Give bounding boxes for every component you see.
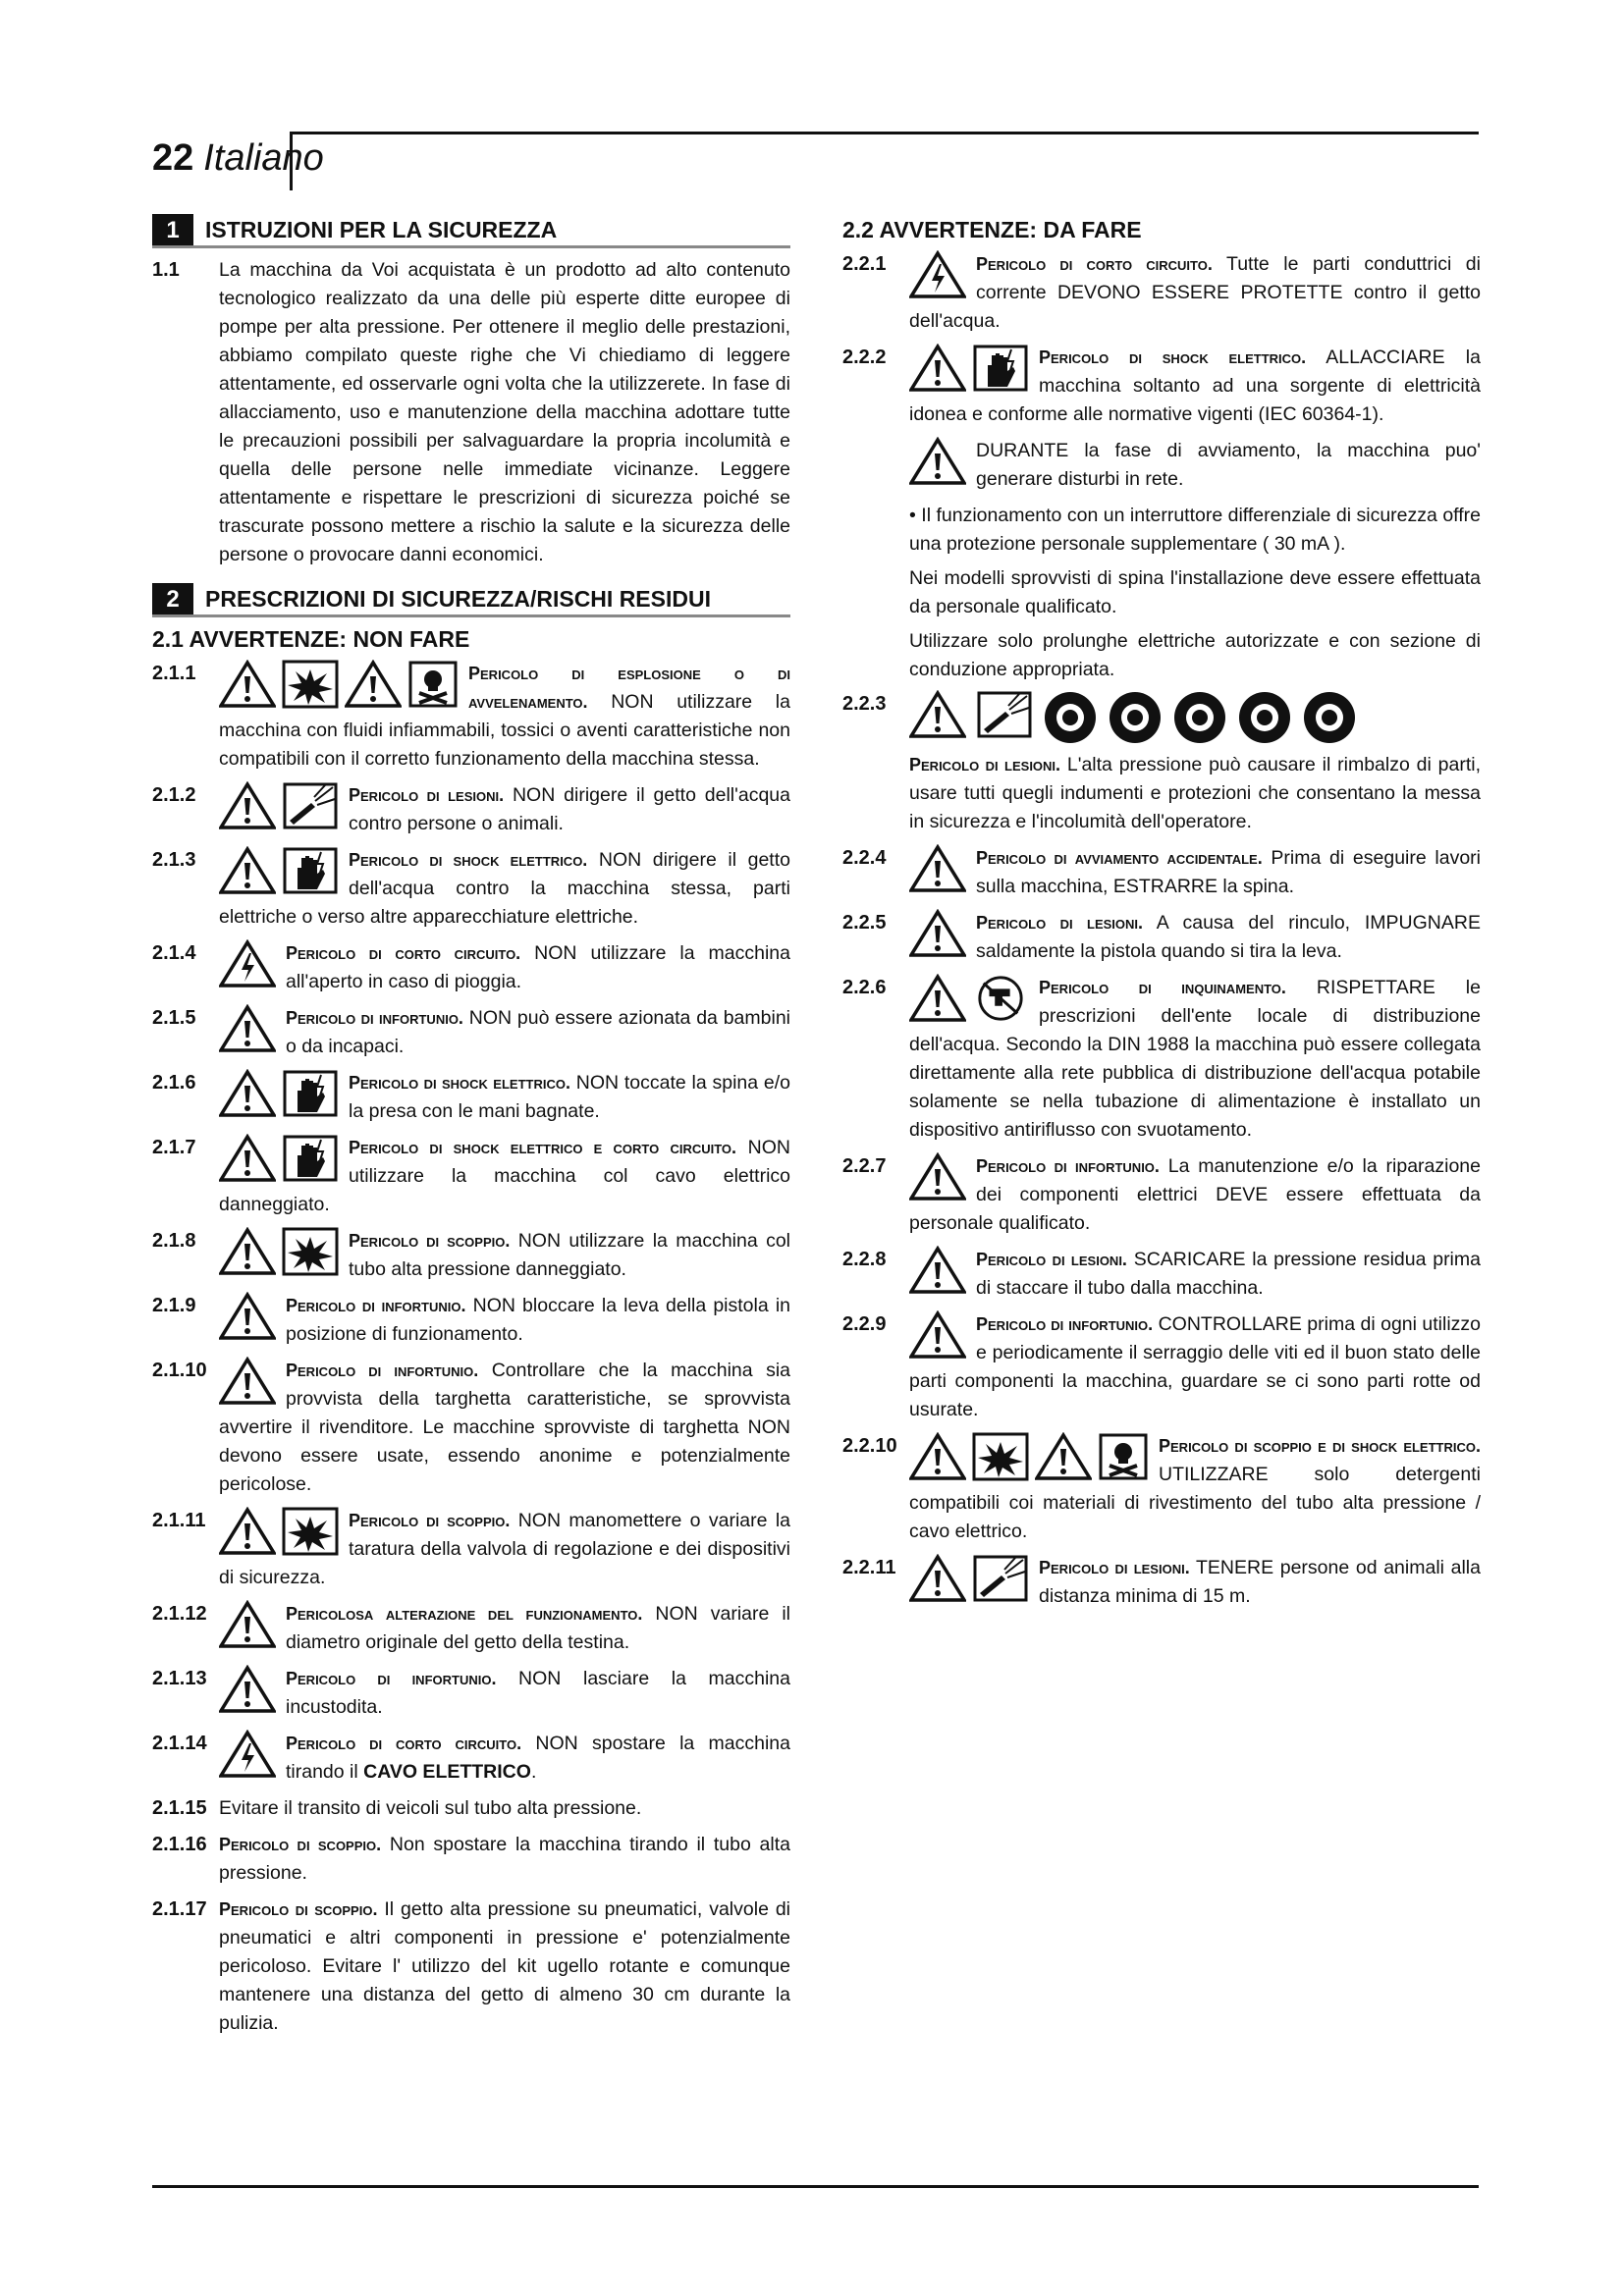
item-bold-text: CAVO ELETTRICO bbox=[363, 1761, 531, 1783]
item-text: NON utilizzare la macchina con fluidi infiammabili, tossici o aventi caratteristiche non compatibili con il corretto funzionamento della macchina stessa. bbox=[219, 691, 790, 770]
item-number: 2.1.7 bbox=[152, 1137, 196, 1158]
warning-triangle-icon bbox=[219, 1292, 276, 1341]
icon-group bbox=[909, 1432, 1149, 1481]
header-rule bbox=[290, 132, 1479, 134]
left-column bbox=[152, 214, 790, 2046]
icon-group bbox=[909, 974, 1029, 1023]
warning-triangle-icon bbox=[909, 1152, 966, 1201]
toxic-skull-icon bbox=[1098, 1432, 1149, 1481]
icon-group bbox=[909, 1152, 966, 1201]
icon-group bbox=[219, 1357, 276, 1406]
item-number: 2.1.16 bbox=[152, 1834, 207, 1855]
goggles-icon bbox=[1302, 690, 1357, 745]
item-text: L'alta pressione può causare il rimbalzo di parti, usare tutti quegli indumenti e protezioni che consentano la messa in sicurezza e l'incolumità dell'operatore. bbox=[909, 754, 1481, 832]
item-2-1-3 bbox=[152, 846, 790, 932]
item-number: 2.1.9 bbox=[152, 1295, 196, 1316]
item-number: 2.1.6 bbox=[152, 1072, 196, 1094]
item-2-1-9 bbox=[152, 1292, 790, 1349]
item-2-2-7 bbox=[842, 1152, 1481, 1238]
right-column bbox=[842, 214, 1481, 1619]
item-number: 2.2.6 bbox=[842, 977, 887, 998]
item-text: NON bloccare la leva della pistola in posizione di funzionamento. bbox=[286, 1295, 790, 1345]
electric-hand-icon bbox=[282, 846, 339, 895]
item-number: 2.1.10 bbox=[152, 1360, 207, 1381]
warning-triangle-icon bbox=[909, 974, 966, 1023]
item-2-2-8 bbox=[842, 1246, 1481, 1303]
item-2-2-1 bbox=[842, 250, 1481, 336]
warning-triangle-icon bbox=[219, 1004, 276, 1053]
item-text: NON variare il diametro originale del getto della testina. bbox=[286, 1603, 790, 1653]
item-number: 2.2.9 bbox=[842, 1313, 887, 1335]
hazard-label: Pericolo di avviamento accidentale. bbox=[976, 848, 1263, 868]
explosion-icon bbox=[282, 1507, 339, 1556]
electric-hand-icon bbox=[282, 1069, 339, 1118]
warning-triangle-icon bbox=[219, 1600, 276, 1649]
icon-group bbox=[219, 1507, 339, 1556]
item-text: Prima di eseguire lavori sulla macchina, ESTRARRE la spina. bbox=[976, 847, 1482, 897]
water-jet-injury-icon bbox=[282, 781, 339, 830]
page-number: 22 bbox=[152, 137, 194, 179]
item-2-2-2 bbox=[842, 344, 1481, 429]
item-number bbox=[842, 437, 909, 494]
item-number: 2.1.14 bbox=[152, 1733, 207, 1754]
warning-triangle-icon bbox=[219, 1134, 276, 1183]
item-2-1-7 bbox=[152, 1134, 790, 1219]
item-text: DURANTE la fase di avviamento, la macchina puo' generare disturbi in rete. bbox=[976, 440, 1481, 490]
item-2-1-15 bbox=[152, 1794, 790, 1823]
icon-group bbox=[219, 1227, 339, 1276]
item-number: 2.2.8 bbox=[842, 1249, 887, 1270]
warning-triangle-icon bbox=[909, 1432, 966, 1481]
item-2-1-4 bbox=[152, 939, 790, 996]
item-2-1-16 bbox=[152, 1831, 790, 1888]
icon-group bbox=[909, 1554, 1029, 1603]
item-number: 2.1.15 bbox=[152, 1797, 207, 1819]
warning-triangle-icon bbox=[1035, 1432, 1092, 1481]
icon-group bbox=[909, 437, 966, 486]
water-jet-injury-icon bbox=[972, 1554, 1029, 1603]
item-text: TENERE persone od animali alla distanza minima di 15 m. bbox=[1039, 1557, 1481, 1607]
item-2-1-2 bbox=[152, 781, 790, 838]
warning-triangle-icon bbox=[219, 1507, 276, 1556]
explosion-icon bbox=[282, 1227, 339, 1276]
hazard-label: Pericolo di infortunio. bbox=[286, 1361, 479, 1380]
hazard-label: Pericolo di scoppio. bbox=[349, 1231, 511, 1251]
item-text: NON dirigere il getto dell'acqua contro la macchina stessa, parti elettriche o verso altre apparecchiature elettriche. bbox=[219, 849, 790, 928]
item-2-2-5 bbox=[842, 909, 1481, 966]
item-2-2-2-note bbox=[842, 437, 1481, 494]
item-2-2-6 bbox=[842, 974, 1481, 1145]
item-text: NON manomettere o variare la taratura della valvola di regolazione e dei dispositivi di sicurezza. bbox=[219, 1510, 791, 1588]
item-number: 2.1.4 bbox=[152, 942, 196, 964]
section-2-title: PRESCRIZIONI DI SICUREZZA/RISCHI RESIDUI bbox=[205, 586, 711, 612]
item-2-2-3 bbox=[842, 690, 1481, 836]
item-2-1-12 bbox=[152, 1600, 790, 1657]
item-number: 2.2.4 bbox=[842, 847, 887, 869]
hazard-label: Pericolo di scoppio e di shock elettrico. bbox=[1159, 1436, 1481, 1456]
item-text: NON toccate la spina e/o la presa con le mani bagnate. bbox=[349, 1072, 790, 1122]
hazard-label: Pericolo di scoppio. bbox=[349, 1511, 511, 1530]
warning-triangle-icon bbox=[909, 909, 966, 958]
hazard-label: Pericolo di lesioni. bbox=[349, 785, 505, 805]
icon-group bbox=[219, 1600, 276, 1649]
hazard-label: Pericolo di infortunio. bbox=[286, 1296, 466, 1315]
item-text: CONTROLLARE prima di ogni utilizzo e periodicamente il serraggio delle viti ed il buon stato delle parti componenti la macchina, guardare se ci sono parti rotte od usurate. bbox=[909, 1313, 1481, 1420]
electric-warning-icon bbox=[219, 939, 276, 988]
item-number: 2.2.11 bbox=[842, 1557, 896, 1578]
section-1-number: 1 bbox=[152, 214, 193, 245]
hazard-label: Pericolo di lesioni. bbox=[1039, 1558, 1190, 1577]
icon-group bbox=[219, 1292, 276, 1341]
explosion-icon bbox=[972, 1432, 1029, 1481]
item-number: 2.1.11 bbox=[152, 1510, 206, 1531]
no-water-network-icon bbox=[972, 974, 1029, 1023]
item-text-tail: . bbox=[530, 1761, 537, 1783]
item-number: 2.2.3 bbox=[842, 693, 887, 715]
hazard-label: Pericolo di esplosione o di avvelenamento. bbox=[468, 664, 790, 712]
item-text: ALLACCIARE la macchina soltanto ad una sorgente di elettricità idonea e conforme alle normative vigenti (IEC 60364-1). bbox=[909, 347, 1481, 425]
item-text: La manutenzione e/o la riparazione dei componenti elettrici DEVE essere effettuata da personale qualificato. bbox=[909, 1155, 1481, 1234]
item-number: 2.1.2 bbox=[152, 784, 196, 806]
hazard-label: Pericolo di infortunio. bbox=[976, 1314, 1154, 1334]
item-text: Evitare il transito di veicoli sul tubo alta pressione. bbox=[219, 1797, 642, 1819]
item-number: 2.2.5 bbox=[842, 912, 887, 934]
icon-group bbox=[909, 844, 966, 893]
note-paragraph: Nei modelli sprovvisti di spina l'installazione deve essere effettuata da personale qualificato. bbox=[909, 567, 1481, 617]
electric-warning-icon bbox=[909, 250, 966, 299]
icon-group bbox=[219, 939, 276, 988]
warning-triangle-icon bbox=[219, 1357, 276, 1406]
icon-group bbox=[909, 250, 966, 299]
hazard-label: Pericolo di lesioni. bbox=[976, 1250, 1127, 1269]
icon-group bbox=[219, 1069, 339, 1118]
item-number: 2.1.1 bbox=[152, 663, 196, 684]
icon-group bbox=[219, 781, 339, 830]
warning-triangle-icon bbox=[219, 846, 276, 895]
item-text: NON spostare la macchina tirando il bbox=[286, 1733, 790, 1783]
hazard-label: Pericolo di shock elettrico e corto circuito. bbox=[349, 1138, 737, 1157]
icon-group bbox=[909, 909, 966, 958]
footer-rule bbox=[152, 2185, 1479, 2188]
item-text: NON utilizzare la macchina col cavo elettrico danneggiato. bbox=[219, 1137, 790, 1215]
protective-clothing-icon bbox=[1043, 690, 1098, 745]
ppe-icon-row bbox=[909, 690, 1481, 745]
section-2-heading bbox=[152, 583, 790, 617]
item-text: NON dirigere il getto dell'acqua contro persone o animali. bbox=[349, 784, 790, 834]
item-number: 2.2.7 bbox=[842, 1155, 887, 1177]
item-number: 2.2.1 bbox=[842, 253, 887, 275]
item-text: RISPETTARE le prescrizioni dell'ente locale di distribuzione dell'acqua. Secondo la DIN 1988 la macchina può essere collegata direttamente alla rete pubblica di distribuzione dell'acqua potabile solamente se nella tubazione di alimentazione è installato un dispositivo antiriflusso con svuotamento. bbox=[909, 977, 1481, 1141]
hazard-label: Pericolosa alterazione del funzionamento. bbox=[286, 1604, 643, 1624]
item-text: Tutte le parti conduttrici di corrente DEVONO ESSERE PROTETTE contro il getto dell'acqua. bbox=[909, 253, 1481, 332]
section-1-heading bbox=[152, 214, 790, 248]
warning-triangle-icon bbox=[909, 437, 966, 486]
hazard-label: Pericolo di lesioni. bbox=[976, 913, 1144, 933]
hazard-label: Pericolo di infortunio. bbox=[286, 1669, 497, 1688]
item-1-1 bbox=[152, 256, 790, 569]
item-2-1-5 bbox=[152, 1004, 790, 1061]
item-text: NON lasciare la macchina incustodita. bbox=[286, 1668, 790, 1718]
section-2-number: 2 bbox=[152, 583, 193, 614]
item-2-1-11 bbox=[152, 1507, 790, 1592]
item-text: A causa del rinculo, IMPUGNARE saldamente la pistola quando si tira la leva. bbox=[976, 912, 1481, 962]
item-2-2-4 bbox=[842, 844, 1481, 901]
subsection-2-2-title: 2.2 AVVERTENZE: DA FARE bbox=[842, 217, 1142, 242]
item-2-1-17 bbox=[152, 1896, 790, 2038]
warning-triangle-icon bbox=[909, 690, 966, 739]
warning-triangle-icon bbox=[219, 1227, 276, 1276]
hazard-label: Pericolo di shock elettrico. bbox=[1039, 347, 1307, 367]
item-2-1-14 bbox=[152, 1730, 790, 1787]
note-paragraph: Utilizzare solo prolunghe elettriche autorizzate e con sezione di conduzione appropriata. bbox=[909, 630, 1481, 680]
item-2-2-9 bbox=[842, 1310, 1481, 1424]
item-2-1-6 bbox=[152, 1069, 790, 1126]
warning-triangle-icon bbox=[219, 1069, 276, 1118]
item-2-2-11 bbox=[842, 1554, 1481, 1611]
gloves-icon bbox=[1237, 690, 1292, 745]
item-text: UTILIZZARE solo detergenti compatibili coi materiali di rivestimento del tubo alta pressione / cavo elettrico. bbox=[909, 1464, 1481, 1542]
page-header bbox=[152, 137, 324, 180]
note-paragraph: • Il funzionamento con un interruttore differenziale di sicurezza offre una protezione personale supplementare ( 30 mA ). bbox=[909, 505, 1481, 555]
hazard-label: Pericolo di scoppio. bbox=[219, 1899, 378, 1919]
rebound-injury-icon bbox=[976, 690, 1033, 739]
hazard-label: Pericolo di corto circuito. bbox=[976, 254, 1213, 274]
item-number: 2.1.12 bbox=[152, 1603, 207, 1625]
hazard-label: Pericolo di corto circuito. bbox=[286, 943, 521, 963]
toxic-skull-icon bbox=[407, 660, 459, 709]
item-2-2-10 bbox=[842, 1432, 1481, 1546]
icon-group bbox=[909, 344, 1029, 393]
warning-triangle-icon bbox=[909, 344, 966, 393]
item-text: SCARICARE la pressione residua prima di staccare il tubo dalla macchina. bbox=[976, 1249, 1481, 1299]
icon-group bbox=[219, 1730, 276, 1779]
electric-warning-icon bbox=[219, 1730, 276, 1779]
warning-triangle-icon bbox=[219, 781, 276, 830]
hazard-label: Pericolo di shock elettrico. bbox=[349, 1073, 570, 1093]
warning-triangle-icon bbox=[909, 844, 966, 893]
item-number: 2.1.3 bbox=[152, 849, 196, 871]
icon-group bbox=[219, 1134, 339, 1183]
icon-group bbox=[219, 846, 339, 895]
page-language: Italiano bbox=[203, 137, 324, 179]
item-number: 1.1 bbox=[152, 259, 180, 281]
item-2-1-13 bbox=[152, 1665, 790, 1722]
item-text: La macchina da Voi acquistata è un prodotto ad alto contenuto tecnologico realizzato da una delle più esperte ditte europee di pompe per alta pressione. Per ottenere il meglio delle prestazioni, abbiamo compilato queste righe che Vi chiediamo di leggere attentamente, ed osservarle ogni volta che la utilizzerete. In fase di allacciamento, uso e manutenzione della macchina adottare tutte le precauzioni possibili per salvaguardare la propria incolumità e quella delle persone nelle immediate vicinanze. Leggere attentamente e rispettare le prescrizioni di sicurezza poiché se trascurate possono mettere a rischio la salute e la sicurezza delle persone o provocare danni economici. bbox=[219, 259, 790, 565]
item-number: 2.2.2 bbox=[842, 347, 887, 368]
item-number: 2.2.10 bbox=[842, 1435, 897, 1457]
item-text: NON utilizzare la macchina col tubo alta pressione danneggiato. bbox=[349, 1230, 790, 1280]
icon-group bbox=[219, 1004, 276, 1053]
warning-triangle-icon bbox=[219, 1665, 276, 1714]
hazard-label: Pericolo di lesioni. bbox=[909, 755, 1061, 774]
electric-hand-icon bbox=[972, 344, 1029, 393]
item-text: Non spostare la macchina tirando il tubo alta pressione. bbox=[219, 1834, 790, 1884]
warning-triangle-icon bbox=[219, 660, 276, 709]
item-2-1-8 bbox=[152, 1227, 790, 1284]
hazard-label: Pericolo di infortunio. bbox=[976, 1156, 1160, 1176]
warning-triangle-icon bbox=[909, 1310, 966, 1360]
item-2-1-1 bbox=[152, 660, 790, 774]
item-number: 2.1.17 bbox=[152, 1898, 207, 1920]
section-1-title: ISTRUZIONI PER LA SICUREZZA bbox=[205, 217, 558, 242]
hazard-label: Pericolo di corto circuito. bbox=[286, 1734, 522, 1753]
item-number: 2.1.5 bbox=[152, 1007, 196, 1029]
icon-group bbox=[219, 660, 459, 709]
hazard-label: Pericolo di shock elettrico. bbox=[349, 850, 588, 870]
subsection-2-1-title: 2.1 AVVERTENZE: NON FARE bbox=[152, 626, 470, 652]
helmet-icon bbox=[1108, 690, 1163, 745]
item-number: 2.1.13 bbox=[152, 1668, 207, 1689]
icon-group bbox=[219, 1665, 276, 1714]
warning-triangle-icon bbox=[909, 1554, 966, 1603]
item-text: NON utilizzare la macchina all'aperto in caso di pioggia. bbox=[286, 942, 790, 992]
explosion-icon bbox=[282, 660, 339, 709]
icon-group bbox=[909, 1310, 966, 1360]
hazard-label: Pericolo di infortunio. bbox=[286, 1008, 463, 1028]
item-number: 2.1.8 bbox=[152, 1230, 196, 1252]
warning-triangle-icon bbox=[909, 1246, 966, 1295]
icon-group bbox=[909, 1246, 966, 1295]
ear-protection-icon bbox=[1172, 690, 1227, 745]
item-text: Il getto alta pressione su pneumatici, valvole di pneumatici e altri componenti in pressione e' potenzialmente pericoloso. Evitare l' utilizzo del kit ugello rotante e comunque mantenere una distanza del getto di almeno 30 cm durante la pulizia. bbox=[219, 1898, 790, 2034]
item-text: NON può essere azionata da bambini o da incapaci. bbox=[286, 1007, 790, 1057]
hazard-label: Pericolo di scoppio. bbox=[219, 1835, 382, 1854]
electric-hand-icon bbox=[282, 1134, 339, 1183]
item-2-1-10 bbox=[152, 1357, 790, 1499]
hazard-label: Pericolo di inquinamento. bbox=[1039, 978, 1286, 997]
item-text: Controllare che la macchina sia provvista della targhetta caratteristiche, se sprovvista avvertire il rivenditore. Le macchine sprovviste di targhetta NON devono essere usate, essendo anonime e potenzialmente pericolose. bbox=[219, 1360, 790, 1495]
warning-triangle-icon bbox=[345, 660, 402, 709]
